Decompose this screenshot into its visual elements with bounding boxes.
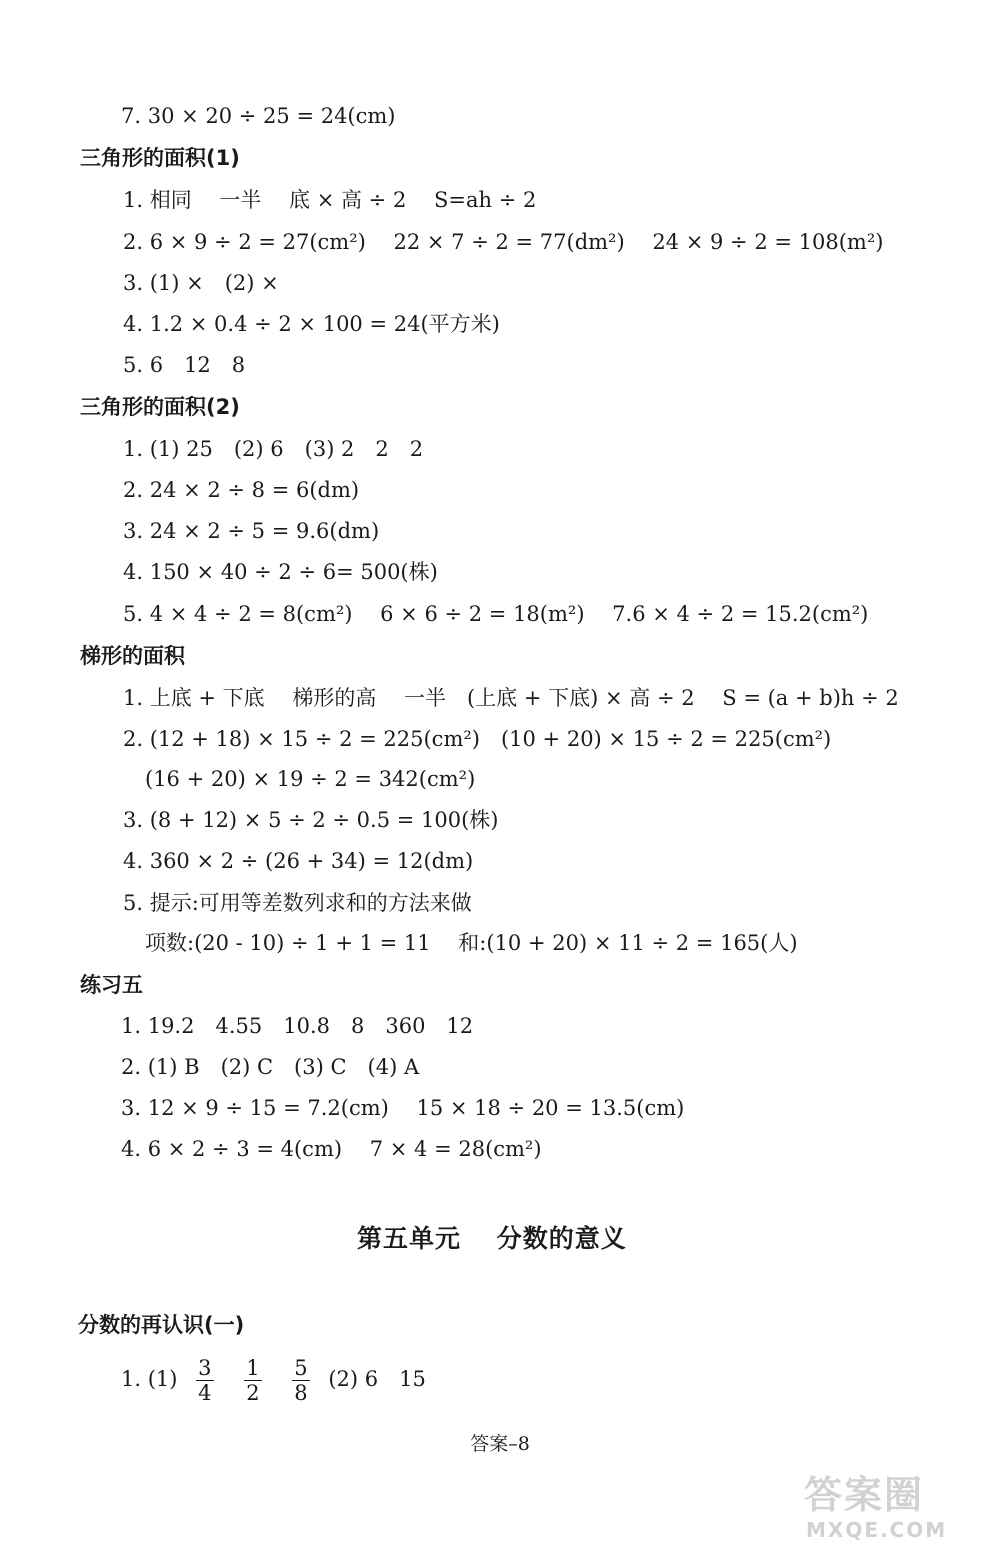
fraction-numerator: 1	[246, 1356, 260, 1380]
fraction-answer-line	[121, 1352, 426, 1406]
answer-line: 7. 30 × 20 ÷ 25 = 24(cm)	[121, 104, 396, 128]
answer-line: 1. 上底 + 下底 梯形的高 一半 (上底 + 下底) × 高 ÷ 2 S = (a + b)h ÷ 2	[123, 686, 899, 710]
answer-line: 4. 150 × 40 ÷ 2 ÷ 6= 500(株)	[123, 560, 438, 584]
answer-line: (16 + 20) × 19 ÷ 2 = 342(cm²)	[145, 767, 476, 791]
answer-line: 2. 24 × 2 ÷ 8 = 6(dm)	[123, 478, 360, 502]
answer-line: 1. 相同 一半 底 × 高 ÷ 2 S=ah ÷ 2	[123, 188, 537, 212]
fraction-numerator: 3	[198, 1356, 212, 1380]
watermark-url-text: MXQE.COM	[806, 1518, 948, 1542]
answer-line: 4. 360 × 2 ÷ (26 + 34) = 12(dm)	[123, 849, 474, 873]
section-heading: 梯形的面积	[80, 644, 185, 668]
answer-line: 4. 6 × 2 ÷ 3 = 4(cm) 7 × 4 = 28(cm²)	[121, 1137, 542, 1161]
fraction-denominator: 4	[198, 1381, 212, 1405]
section-heading: 练习五	[80, 973, 143, 997]
answer-line: 2. (1) B (2) C (3) C (4) A	[121, 1055, 420, 1079]
page-number: 答案–8	[470, 1433, 530, 1455]
fraction-denominator: 8	[294, 1381, 308, 1405]
section-heading: 分数的再认识(一)	[78, 1313, 245, 1337]
fraction	[292, 1356, 309, 1405]
fraction-line-suffix: (2) 6 15	[328, 1367, 426, 1391]
answer-line: 1. (1) 25 (2) 6 (3) 2 2 2	[123, 437, 424, 461]
answer-line: 5. 4 × 4 ÷ 2 = 8(cm²) 6 × 6 ÷ 2 = 18(m²) 7.6 × 4 ÷ 2 = 15.2(cm²)	[123, 602, 869, 626]
fraction	[244, 1356, 261, 1405]
answer-line: 5. 提示:可用等差数列求和的方法来做	[123, 891, 472, 915]
answer-line: 项数:(20 - 10) ÷ 1 + 1 = 11 和:(10 + 20) × 11 ÷ 2 = 165(人)	[145, 931, 798, 955]
unit-title: 第五单元 分数的意义	[357, 1224, 627, 1253]
answer-line: 4. 1.2 × 0.4 ÷ 2 × 100 = 24(平方米)	[123, 312, 500, 336]
section-heading: 三角形的面积(1)	[80, 146, 240, 170]
answer-line: 3. 12 × 9 ÷ 15 = 7.2(cm) 15 × 18 ÷ 20 = 13.5(cm)	[121, 1096, 685, 1120]
answer-line: 3. (1) × (2) ×	[123, 271, 279, 295]
site-watermark	[800, 1474, 996, 1546]
answer-line: 1. 19.2 4.55 10.8 8 360 12	[121, 1014, 474, 1038]
watermark-logo-text: 答案圈	[804, 1473, 925, 1517]
answer-line: 2. 6 × 9 ÷ 2 = 27(cm²) 22 × 7 ÷ 2 = 77(dm²) 24 × 9 ÷ 2 = 108(m²)	[123, 230, 884, 254]
fraction-denominator: 2	[246, 1381, 260, 1405]
fraction	[196, 1356, 213, 1405]
answer-line: 3. 24 × 2 ÷ 5 = 9.6(dm)	[123, 519, 380, 543]
section-heading: 三角形的面积(2)	[80, 395, 240, 419]
answer-line: 3. (8 + 12) × 5 ÷ 2 ÷ 0.5 = 100(株)	[123, 808, 499, 832]
fraction-line-prefix: 1. (1)	[121, 1367, 178, 1391]
answer-line: 5. 6 12 8	[123, 353, 246, 377]
answer-line: 2. (12 + 18) × 15 ÷ 2 = 225(cm²) (10 + 20) × 15 ÷ 2 = 225(cm²)	[123, 727, 832, 751]
fraction-numerator: 5	[294, 1356, 308, 1380]
